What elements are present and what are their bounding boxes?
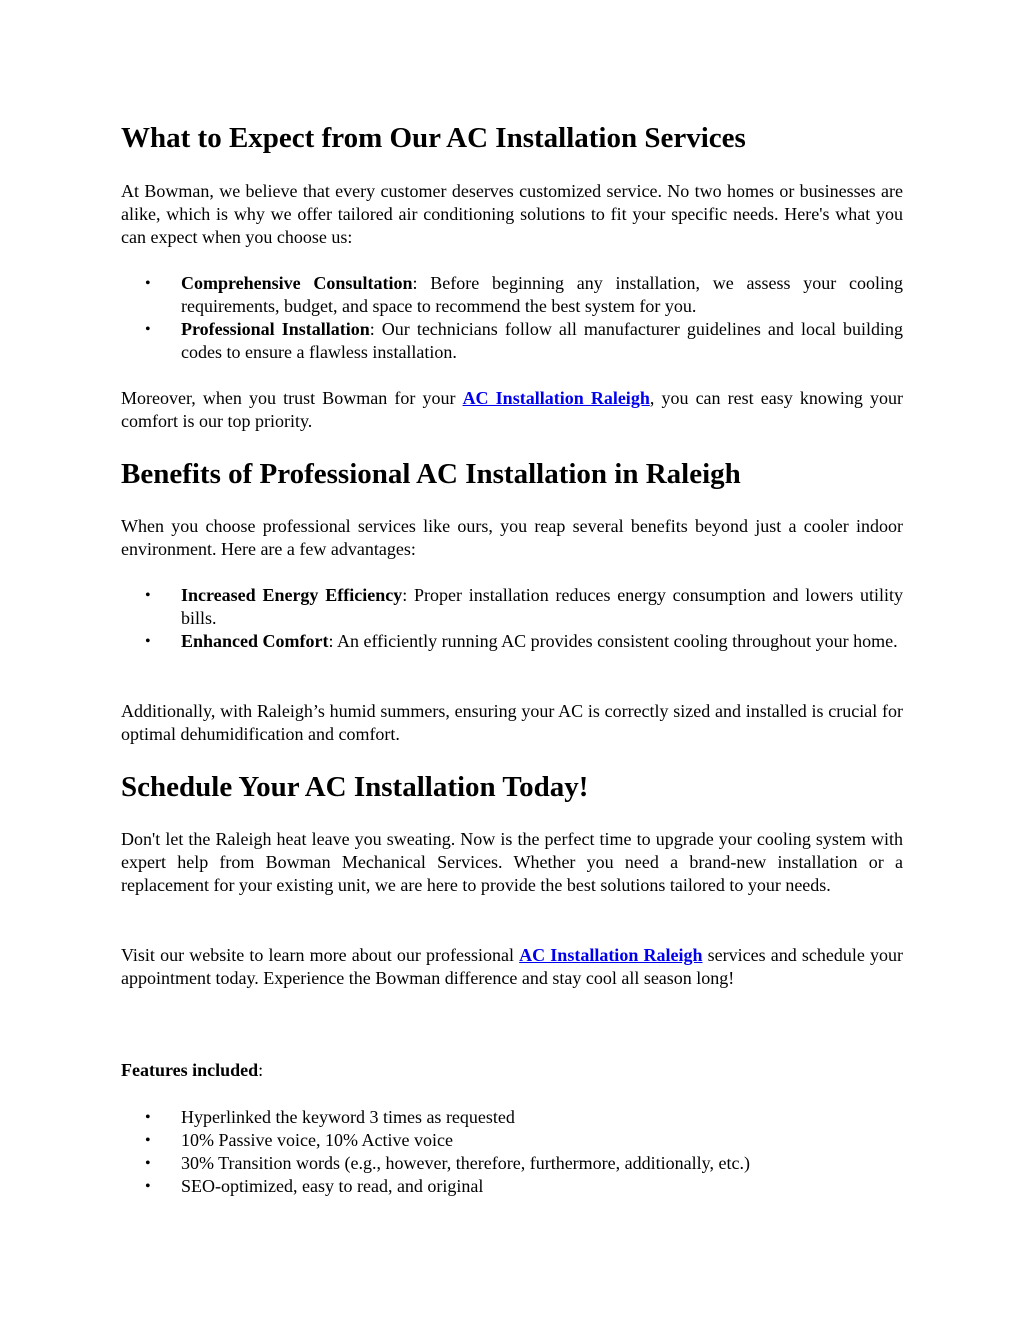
bullet-text: : Our technicians follow all manufacturer guidelines and local building codes to ensure a flawless installation. [181, 319, 903, 362]
bullet-text: : Before beginning any installation, we assess your cooling requirements, budget, and space to recommend the best system for you. [181, 273, 903, 316]
features-label [121, 1059, 903, 1082]
bullet-icon: • [145, 587, 151, 604]
feature-text: Hyperlinked the keyword 3 times as requested [181, 1107, 515, 1127]
benefits-intro-paragraph: When you choose professional services like ours, you reap several benefits beyond just a cooler indoor environment. Here are a few advantages: [121, 516, 903, 559]
list-item [121, 584, 903, 630]
bullet-icon: • [145, 633, 151, 650]
features-label-text: Features included [121, 1060, 259, 1080]
feature-text: 10% Passive voice, 10% Active voice [181, 1130, 453, 1150]
list-item [121, 1175, 903, 1198]
feature-text: 30% Transition words (e.g., however, therefore, furthermore, additionally, etc.) [181, 1153, 750, 1173]
closing-paragraph [121, 387, 903, 433]
benefits-bullet-list [121, 584, 903, 653]
bullet-text: : Proper installation reduces energy consumption and lowers utility bills. [181, 585, 904, 628]
section-heading-schedule: Schedule Your AC Installation Today! [121, 771, 589, 803]
bullet-icon: • [145, 1109, 151, 1126]
schedule-paragraph: Don't let the Raleigh heat leave you sweating. Now is the perfect time to upgrade your cooling system with expert help from Bowman Mechanical Services. Whether you need a brand-new installation or a replacement for your existing unit, we are here to provide the best solutions tailored to your needs. [121, 829, 903, 895]
features-list [121, 1106, 903, 1198]
bullet-term: Comprehensive Consultation [181, 273, 413, 293]
bullet-term: Professional Installation [181, 319, 370, 339]
ac-installation-raleigh-link[interactable]: AC Installation Raleigh [462, 388, 650, 408]
bullet-term: Increased Energy Efficiency [181, 585, 403, 605]
closing-text: Moreover, when you trust Bowman for your [121, 388, 463, 408]
visit-paragraph [121, 944, 903, 990]
bullet-icon: • [145, 275, 151, 292]
feature-text: SEO-optimized, easy to read, and original [181, 1176, 484, 1196]
closing-text: , you can rest easy knowing your comfort is our top priority. [121, 388, 903, 431]
benefits-closing-paragraph: Additionally, with Raleigh’s humid summers, ensuring your AC is correctly sized and installed is crucial for optimal dehumidification and comfort. [121, 701, 903, 744]
visit-text: Visit our website to learn more about our professional [121, 945, 520, 965]
expect-bullet-list [121, 272, 903, 364]
intro-paragraph: At Bowman, we believe that every customer deserves customized service. No two homes or businesses are alike, which is why we offer tailored air conditioning solutions to fit your specific needs. Here's what you can expect when you choose us: [121, 181, 903, 247]
section-heading-benefits: Benefits of Professional AC Installation in Raleigh [121, 458, 741, 490]
list-item [121, 272, 903, 318]
bullet-icon: • [145, 1178, 151, 1195]
list-item [121, 1106, 903, 1129]
section-heading-expect: What to Expect from Our AC Installation Services [121, 122, 746, 154]
bullet-icon: • [145, 1155, 151, 1172]
list-item [121, 1152, 903, 1175]
features-colon: : [258, 1060, 264, 1080]
ac-installation-raleigh-link[interactable]: AC Installation Raleigh [519, 945, 703, 965]
bullet-icon: • [145, 1132, 151, 1149]
visit-text: services and schedule your appointment today. Experience the Bowman difference and stay cool all season long! [121, 945, 904, 988]
bullet-icon: • [145, 321, 151, 338]
list-item [121, 318, 903, 364]
bullet-term: Enhanced Comfort [181, 631, 329, 651]
list-item [121, 1129, 903, 1152]
list-item [121, 630, 903, 653]
bullet-text: : An efficiently running AC provides consistent cooling throughout your home. [328, 631, 898, 651]
